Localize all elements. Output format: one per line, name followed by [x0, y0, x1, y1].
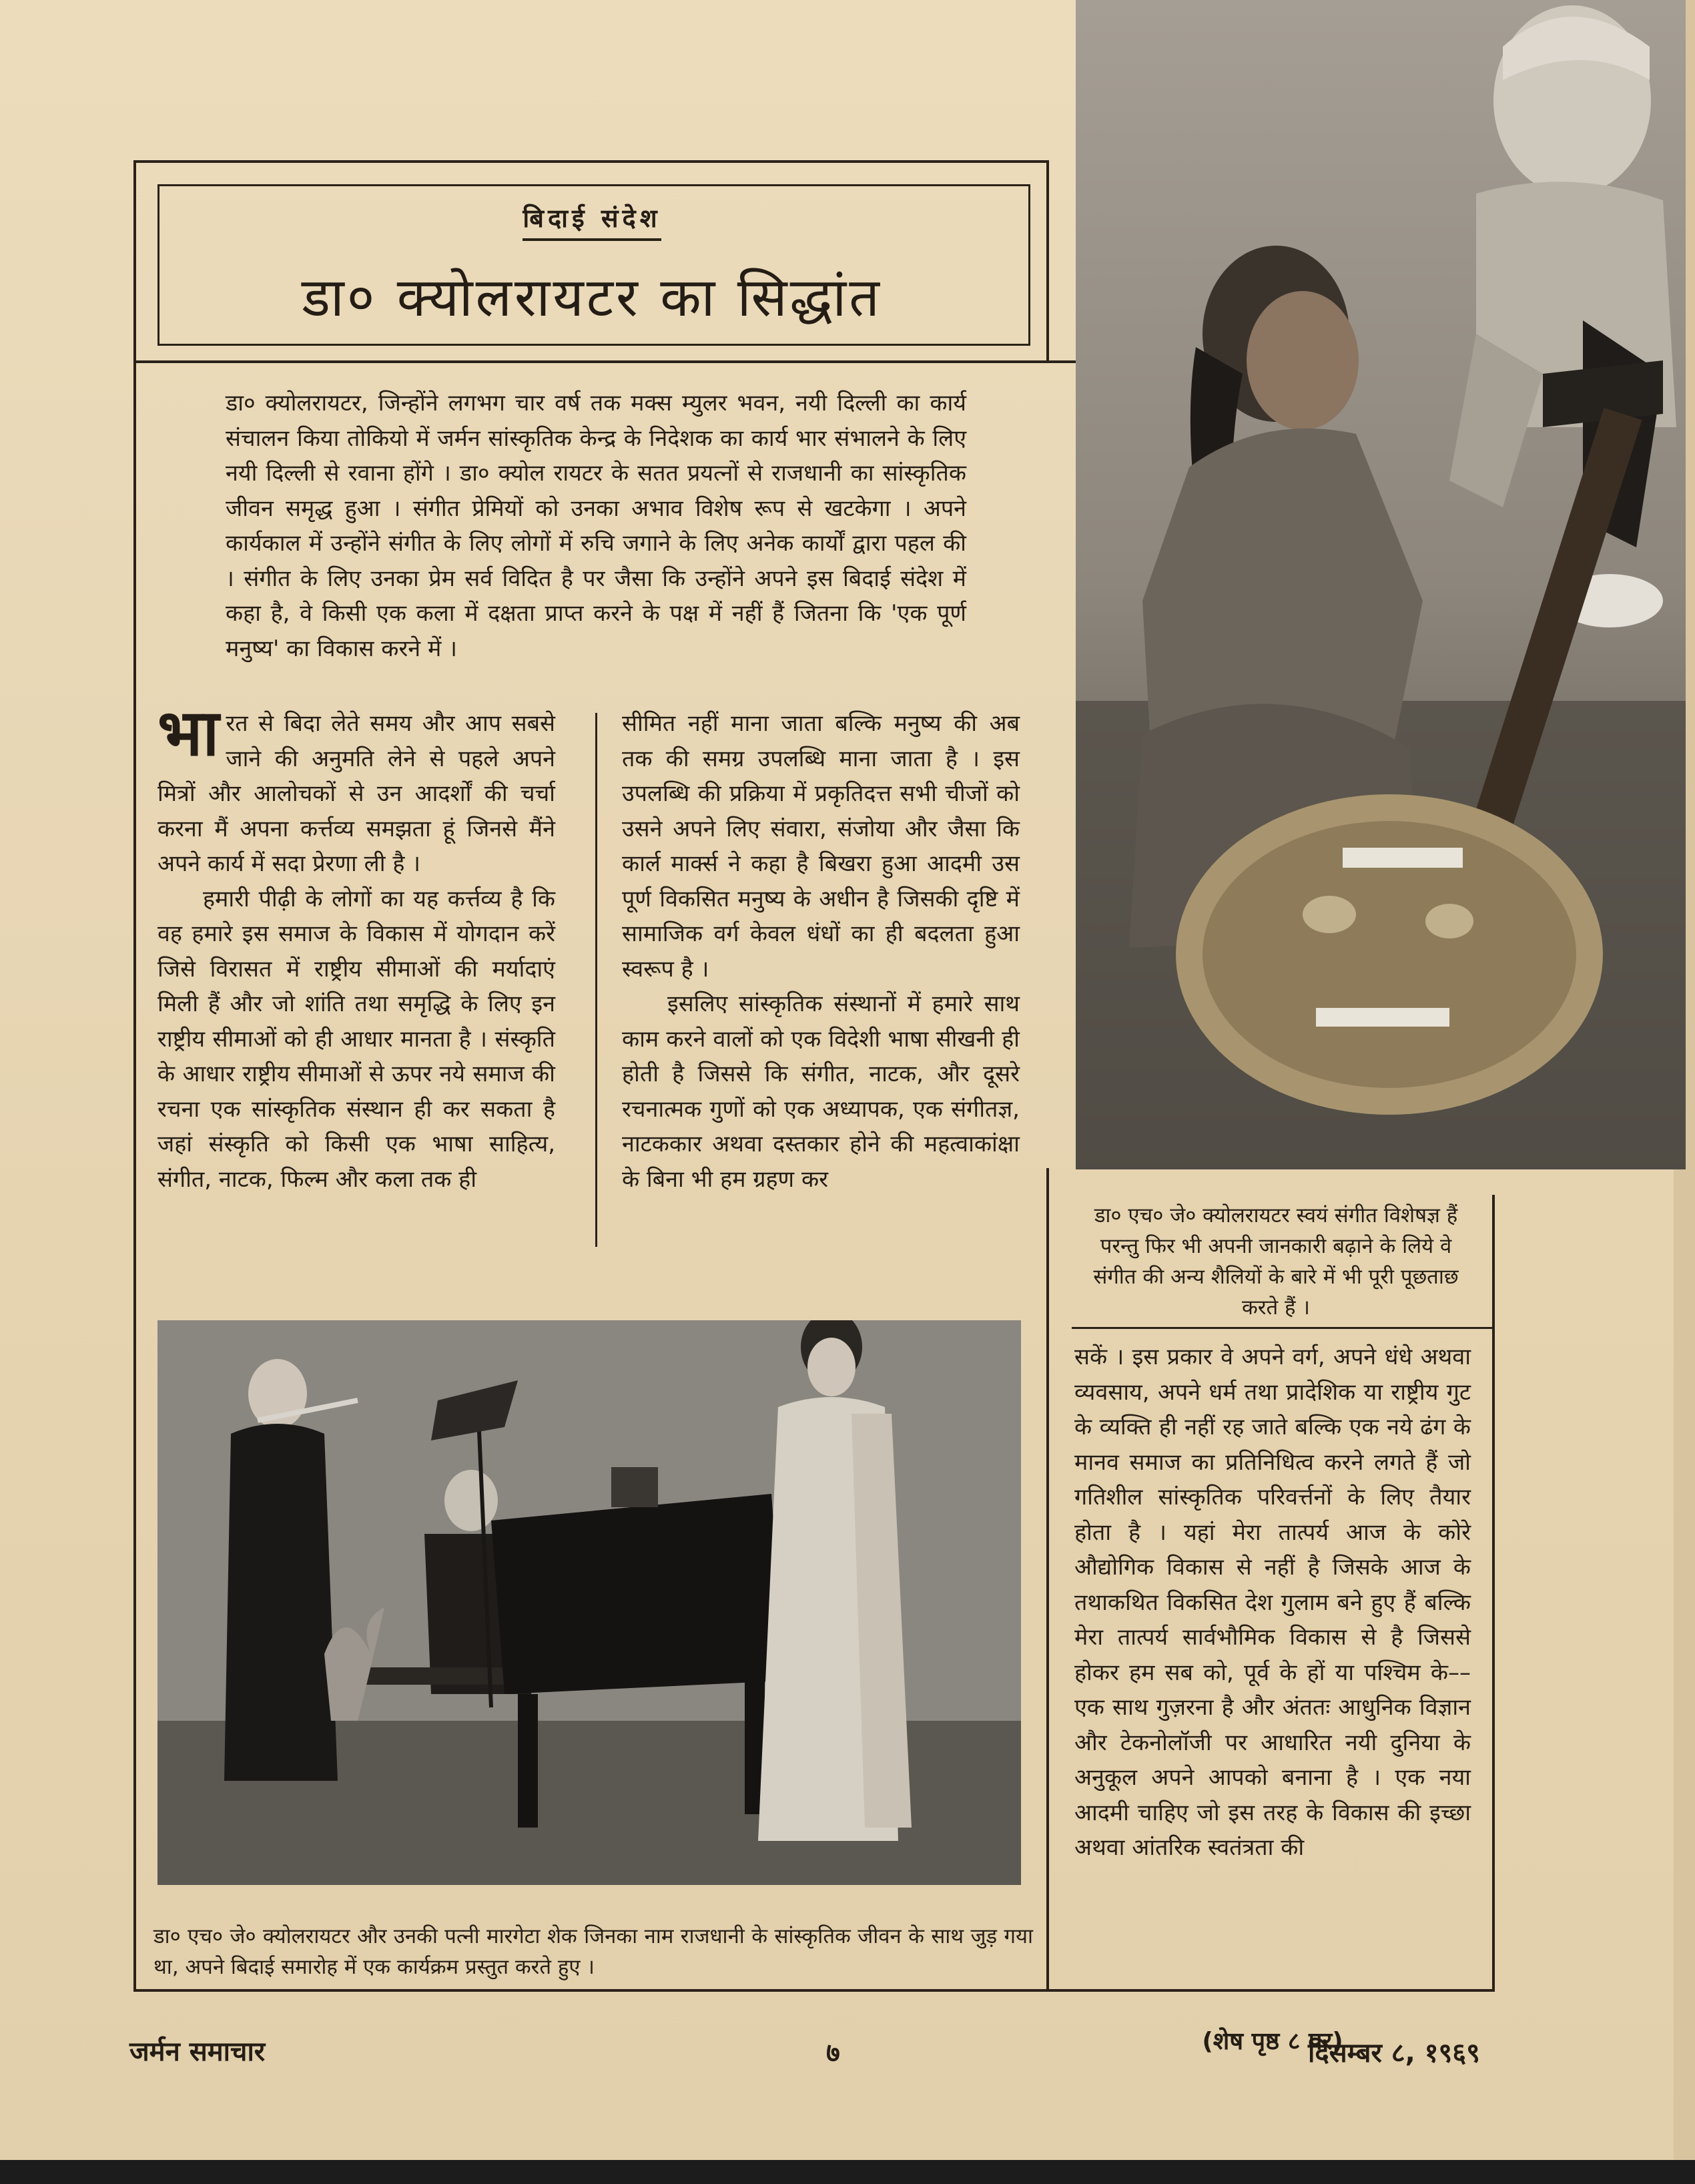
- veena-photo: [1076, 0, 1686, 1169]
- intro-paragraph: डा० क्योलरायटर, जिन्होंने लगभग चार वर्ष तक मक्स म्युलर भवन, नयी दिल्ली का कार्य संचालन किया तोकियो में जर्मन सांस्कृतिक केन्द्र के निदेशक का कार्य भार संभालने के लिए नयी दिल्ली से रवाना होंगे । डा० क्योल रायटर के सतत प्रयत्नों से राजधानी का सांस्कृतिक जीवन समृद्ध हुआ । संगीत प्रेमियों को उनका अभाव विशेष रूप से खटकेगा । अपने कार्यकाल में उन्होंने संगीत के लिए लोगों में रुचि जगाने के लिए अनेक कार्यों द्वारा पहल की । संगीत के लिए उनका प्रेम सर्व विदित है पर जैसा कि उन्होंने अपने इस बिदाई संदेश में कहा है, वे किसी एक कला में दक्षता प्राप्त करने के पक्ष में नहीं हैं जितना कि 'एक पूर्ण मनुष्य' का विकास करने में ।: [226, 390, 966, 662]
- dropcap: भा: [157, 696, 220, 770]
- publication-name: जर्मन समाचार: [129, 2036, 266, 2067]
- concert-photo: [157, 1320, 1021, 1885]
- column-divider: [595, 713, 597, 1247]
- article-column-2: [622, 706, 1020, 1197]
- column2-para2: इसलिए सांस्कृतिक संस्थानों में हमारे साथ काम करने वालों को एक विदेशी भाषा सीखनी ही होती है जिससे कि संगीत, नाटक, और दूसरे रचनात्मक गुणों को एक अध्यापक, एक संगीतज्ञ, नाटककार अथवा दस्तकार होने की महत्वाकांक्षा के बिना भी हम ग्रहण कर: [622, 991, 1020, 1193]
- bottom-photo-caption: डा० एच० जे० क्योलरायटर और उनकी पत्नी मारगेटा शेक जिनका नाम राजधानी के सांस्कृतिक जीवन के साथ जुड़ गया था, अपने बिदाई समारोह में एक कार्यक्रम प्रस्तुत करते हुए ।: [153, 1924, 1033, 1979]
- article-column-1: [157, 696, 555, 1197]
- frame-right-rule-top: [1046, 160, 1049, 363]
- continued-note: (शेष पृष्ठ ८ पर): [1202, 2028, 1343, 2055]
- frame-right-rule-bottom: [1046, 1168, 1049, 1992]
- intro-rule: [133, 360, 1081, 363]
- sidebar-bottom-rule: [1046, 1989, 1495, 1992]
- issue-date: दिसम्बर ८, १९६९: [1308, 2038, 1480, 2069]
- veena-photo-image: [1076, 0, 1686, 1169]
- column1-para2: हमारी पीढ़ी के लोगों का यह कर्त्तव्य है कि वह हमारे इस समाज के विकास में योगदान करें जिसे विरासत में राष्ट्रीय सीमाओं की मर्यादाएं मिली हैं और जो शांति तथा समृद्धि के लिए इन राष्ट्रीय सीमाओं को ही आधार मानता है । संस्कृति के आधार राष्ट्रीय सीमाओं से ऊपर नये समाज की रचना एक सांस्कृतिक संस्थान ही कर सकता है जहां संस्कृति को किसी एक भाषा साहित्य, संगीत, नाटक, फिल्म और कला तक ही: [157, 885, 555, 1193]
- sidebar-right-rule: [1492, 1195, 1495, 1992]
- frame-top-rule: [133, 160, 1049, 163]
- caption-rule: [1072, 1327, 1493, 1329]
- section-kicker: बिदाई संदेश: [157, 200, 1026, 235]
- page-number: ७: [826, 2038, 840, 2069]
- frame-left-rule: [133, 160, 136, 1992]
- article-title: डा० क्योलरायटर का सिद्धांत: [302, 266, 882, 328]
- top-photo-caption: डा० एच० जे० क्योलरायटर स्वयं संगीत विशेषज्ञ हैं परन्तु फिर भी अपनी जानकारी बढ़ाने के लिये वे संगीत की अन्य शैलियों के बारे में भी पूरी पूछताछ करते हैं ।: [1093, 1203, 1459, 1320]
- article-column-3: सकें । इस प्रकार वे अपने वर्ग, अपने धंधे अथवा व्यवसाय, अपने धर्म तथा प्रादेशिक या राष्ट्रीय गुट के व्यक्ति ही नहीं रह जाते बल्कि एक नये ढंग के मानव समाज का प्रतिनिधित्व करने लगते हैं जो गतिशील सांस्कृतिक परिवर्त्तनों के लिए तैयार होता है । यहां मेरा तात्पर्य आज के कोरे औद्योगिक विकास से नहीं है जिसके आज के तथाकथित विकसित देश गुलाम बने हुए हैं बल्कि मेरा तात्पर्य सार्वभौमिक विकास से है जिससे होकर हम सब को, पूर्व के हों या पश्चिम के––एक साथ गुज़रना है और अंततः आधुनिक विज्ञान और टेकनोलॉजी पर आधारित नयी दुनिया के अनुकूल अपने आपको बनाना है । एक नया आदमी चाहिए जो इस तरह के विकास की इच्छा अथवा आंतरिक स्वतंत्रता की: [1074, 1344, 1471, 1861]
- frame-bottom-rule: [133, 1989, 1049, 1992]
- column2-para1: सीमित नहीं माना जाता बल्कि मनुष्य की अब तक की समग्र उपलब्धि माना जाता है । इस उपलब्धि की प्रक्रिया में प्रकृतिदत्त सभी चीजों को उसने अपने लिए संवारा, संजोया और जैसा कि कार्ल मार्क्स ने कहा है बिखरा हुआ आदमी उस पूर्ण विकसित मनुष्य के अधीन है जिसकी दृष्टि में सामाजिक वर्ग केवल धंधों का ही बदलता हुआ स्वरूप है ।: [622, 710, 1020, 983]
- column1-para1: भारत से बिदा लेते समय और आप सबसे जाने की अनुमति लेने से पहले अपने मित्रों और आलोचकों से उन आदर्शों की चर्चा करना मैं अपना कर्त्तव्य समझता हूं जिनसे मैंने अपने कार्य में सदा प्रेरणा ली है ।: [157, 696, 555, 877]
- concert-photo-image: [157, 1320, 1021, 1885]
- scan-border: [0, 2160, 1695, 2184]
